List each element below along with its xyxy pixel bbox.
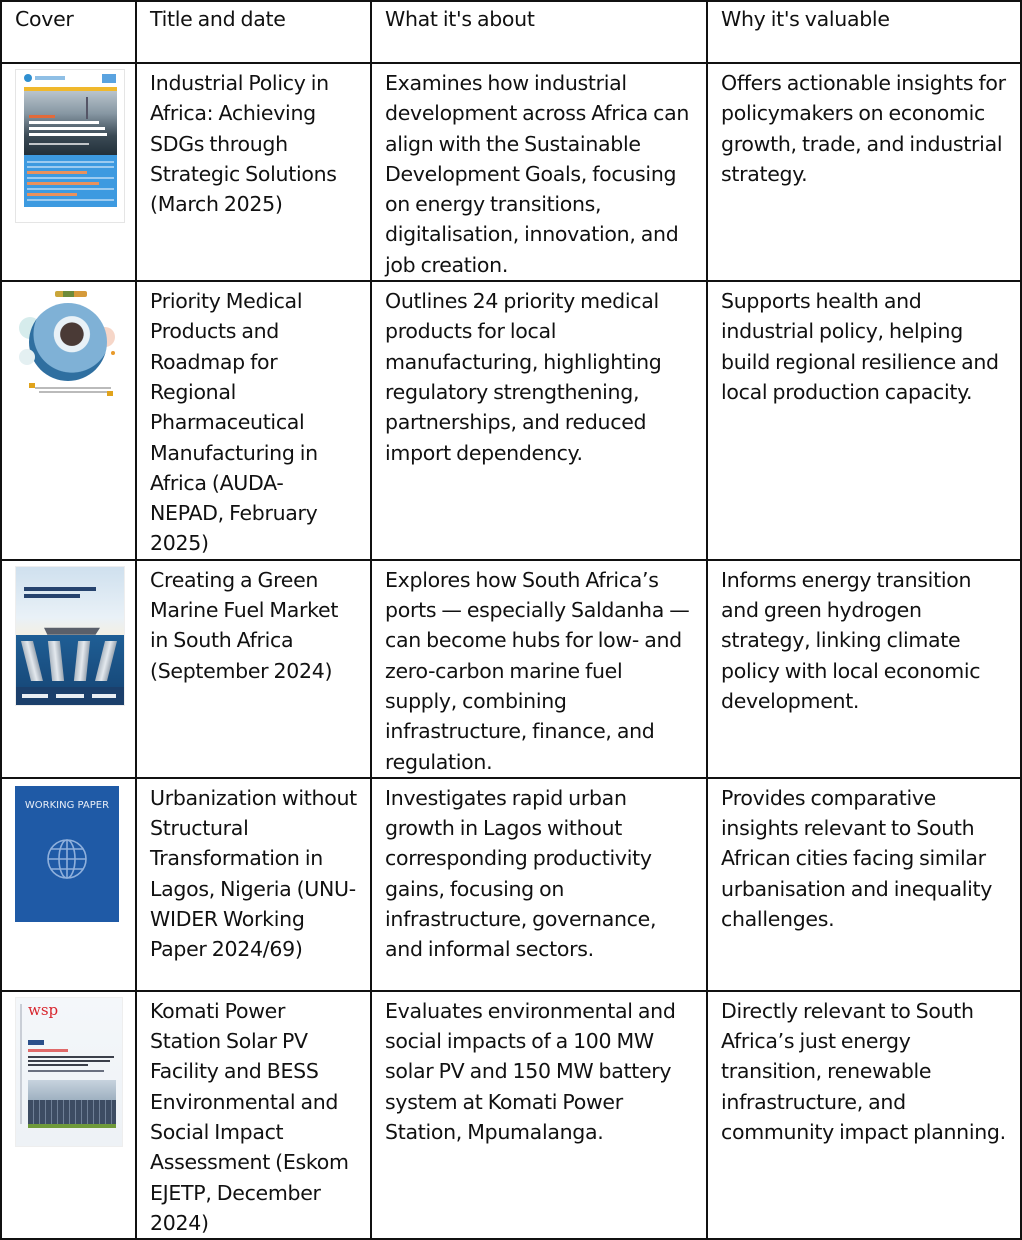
value-cell: Provides comparative insights relevant to South African cities facing similar urbanisation and inequality challenges. — [707, 778, 1021, 991]
value-cell: Directly relevant to South Africa’s just energy transition, renewable infrastructure, and community impact planning. — [707, 991, 1021, 1239]
about-cell: Evaluates environmental and social impacts of a 100 MW solar PV and 150 MW battery system at Komati Power Station, Mpumalanga. — [371, 991, 707, 1239]
title-cell: Komati Power Station Solar PV Facility and BESS Environmental and Social Impact Assessment (Eskom EJETP, December 2024) — [136, 991, 371, 1239]
working-paper-label: WORKING PAPER — [24, 799, 110, 811]
table-row — [1, 560, 1021, 778]
table-row — [1, 991, 1021, 1239]
header-what-its-about: What it's about — [371, 1, 707, 63]
cover-cell — [1, 991, 136, 1239]
cover-cell — [1, 560, 136, 778]
title-cell: Priority Medical Products and Roadmap for Regional Pharmaceutical Manufacturing in Africa (AUDA-NEPAD, February 2025) — [136, 281, 371, 560]
globe-icon — [46, 838, 88, 880]
title-cell: Creating a Green Marine Fuel Market in South Africa (September 2024) — [136, 560, 371, 778]
report-cover-image — [15, 566, 125, 706]
header-why-its-valuable: Why it's valuable — [707, 1, 1021, 63]
value-cell: Offers actionable insights for policymakers on economic growth, trade, and industrial strategy. — [707, 63, 1021, 281]
cover-cell — [1, 63, 136, 281]
header-cover: Cover — [1, 1, 136, 63]
about-cell: Investigates rapid urban growth in Lagos without corresponding productivity gains, focusing on infrastructure, governance, and informal sectors. — [371, 778, 707, 991]
table-row — [1, 281, 1021, 560]
cover-cell — [1, 778, 136, 991]
title-cell: Industrial Policy in Africa: Achieving SDGs through Strategic Solutions (March 2025) — [136, 63, 371, 281]
table-row — [1, 63, 1021, 281]
wsp-logo: wsp — [28, 1000, 59, 1019]
header-title-and-date: Title and date — [136, 1, 371, 63]
about-cell: Examines how industrial development across Africa can align with the Sustainable Development Goals, focusing on energy transitions, digitalisation, innovation, and job creation. — [371, 63, 707, 281]
value-cell: Supports health and industrial policy, helping build regional resilience and local production capacity. — [707, 281, 1021, 560]
about-cell: Outlines 24 priority medical products for local manufacturing, highlighting regulatory strengthening, partnerships, and reduced import dependency. — [371, 281, 707, 560]
title-cell: Urbanization without Structural Transformation in Lagos, Nigeria (UNU-WIDER Working Paper 2024/69) — [136, 778, 371, 991]
working-paper-cover-image — [15, 786, 119, 922]
cover-cell — [1, 281, 136, 560]
table-row — [1, 778, 1021, 991]
about-cell: Explores how South Africa’s ports — especially Saldanha — can become hubs for low- and zero-carbon marine fuel supply, combining infrastructure, finance, and regulation. — [371, 560, 707, 778]
report-cover-image — [15, 287, 125, 409]
report-cover-image — [15, 69, 125, 223]
report-cover-image — [15, 997, 123, 1147]
value-cell: Informs energy transition and green hydrogen strategy, linking climate policy with local economic development. — [707, 560, 1021, 778]
table-header-row — [1, 1, 1021, 63]
